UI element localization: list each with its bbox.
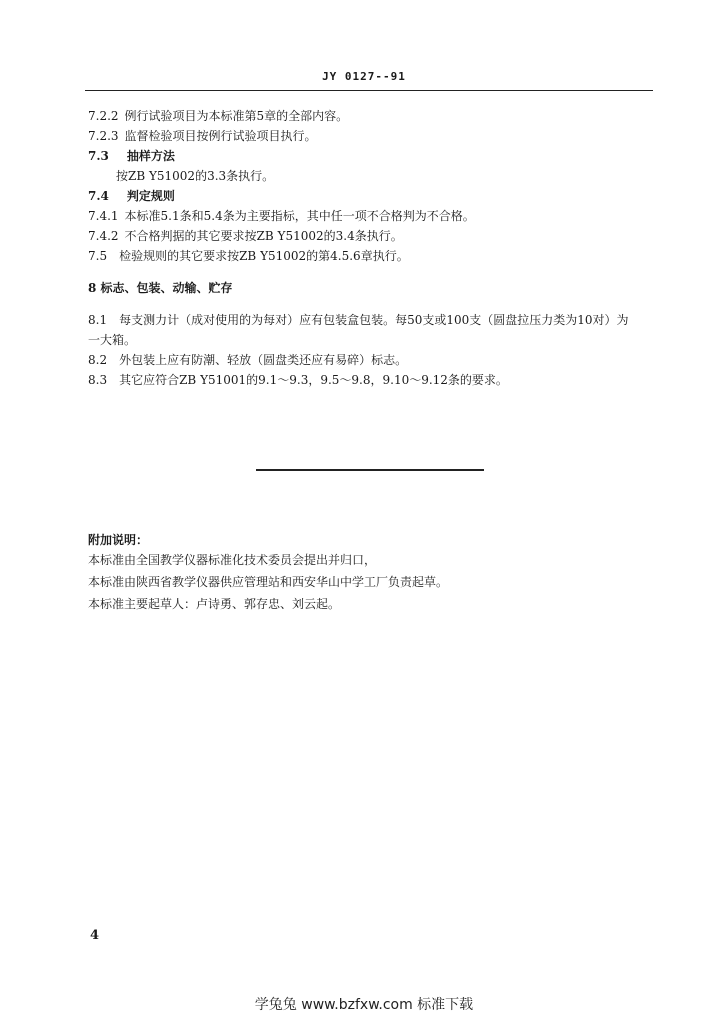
- clause-number: 8.1: [88, 313, 108, 327]
- clause-text: 判定规则: [126, 189, 175, 203]
- clause-text: 抽样方法: [126, 149, 175, 163]
- clause-text: 不合格判据的其它要求按ZB Y51002的3.4条执行。: [124, 229, 403, 243]
- notes-line: 本标准由全国教学仪器标准化技术委员会提出并归口，: [88, 553, 377, 567]
- clause-7-3: [88, 148, 175, 164]
- clause-number: 7.5: [88, 249, 108, 263]
- clause-number: 7.2.2: [88, 109, 119, 123]
- clause-7-4: [88, 188, 175, 204]
- clause-text: 例行试验项目为本标准第5章的全部内容。: [124, 109, 349, 123]
- clause-7-2-2: [88, 108, 348, 124]
- clause-number: 7.4: [88, 189, 109, 203]
- clause-number: 7.3: [88, 149, 109, 163]
- clause-8-2: [88, 352, 407, 368]
- clause-7-4-1: [88, 208, 475, 224]
- end-rule: [256, 469, 484, 471]
- clause-7-2-3: [88, 128, 317, 144]
- clause-number: 7.4.2: [88, 229, 119, 243]
- clause-text: 检验规则的其它要求按ZB Y51002的第4.5.6章执行。: [119, 249, 409, 263]
- notes-line: 本标准由陕西省教学仪器供应管理站和西安华山中学工厂负责起草。: [88, 575, 449, 589]
- header-rule: [85, 90, 653, 91]
- clause-text: 监督检验项目按例行试验项目执行。: [124, 129, 317, 143]
- clause-text: 外包装上应有防潮、轻放（圆盘类还应有易碎）标志。: [119, 353, 408, 367]
- section-8-heading: 8 标志、包装、动输、贮存: [88, 281, 233, 295]
- clause-number: 7.2.3: [88, 129, 119, 143]
- clause-text: 本标准5.1条和5.4条为主要指标，其中任一项不合格判为不合格。: [124, 209, 475, 223]
- clause-text: 按ZB Y51002的3.3条执行。: [116, 169, 275, 183]
- clause-8-1-cont: [88, 332, 136, 348]
- clause-text: 一大箱。: [88, 333, 137, 347]
- notes-title: 附加说明：: [88, 533, 149, 547]
- footer-watermark[interactable]: 学兔兔 www.bzfxw.com 标准下载: [254, 997, 474, 1013]
- clause-8-1: [88, 312, 629, 328]
- clause-7-4-2: [88, 228, 403, 244]
- clause-number: 7.4.1: [88, 209, 119, 223]
- clause-number: 8.3: [88, 373, 108, 387]
- page-header-code: JY 0127--91: [322, 70, 406, 83]
- clause-text: 其它应符合ZB Y51001的9.1～9.3，9.5～9.8，9.10～9.12条的要求。: [119, 373, 508, 387]
- notes-line: 本标准主要起草人：卢诗勇、郭存忠、刘云起。: [88, 597, 341, 611]
- clause-number: 8.2: [88, 353, 108, 367]
- clause-text: 每支测力计（成对使用的为每对）应有包装盒包装。每50支或100支（圆盘拉压力类为10对）为: [119, 313, 629, 327]
- clause-7-3-body: [116, 168, 274, 184]
- clause-8-3: [88, 372, 508, 388]
- clause-7-5: [88, 248, 409, 264]
- page-number: 4: [90, 928, 100, 943]
